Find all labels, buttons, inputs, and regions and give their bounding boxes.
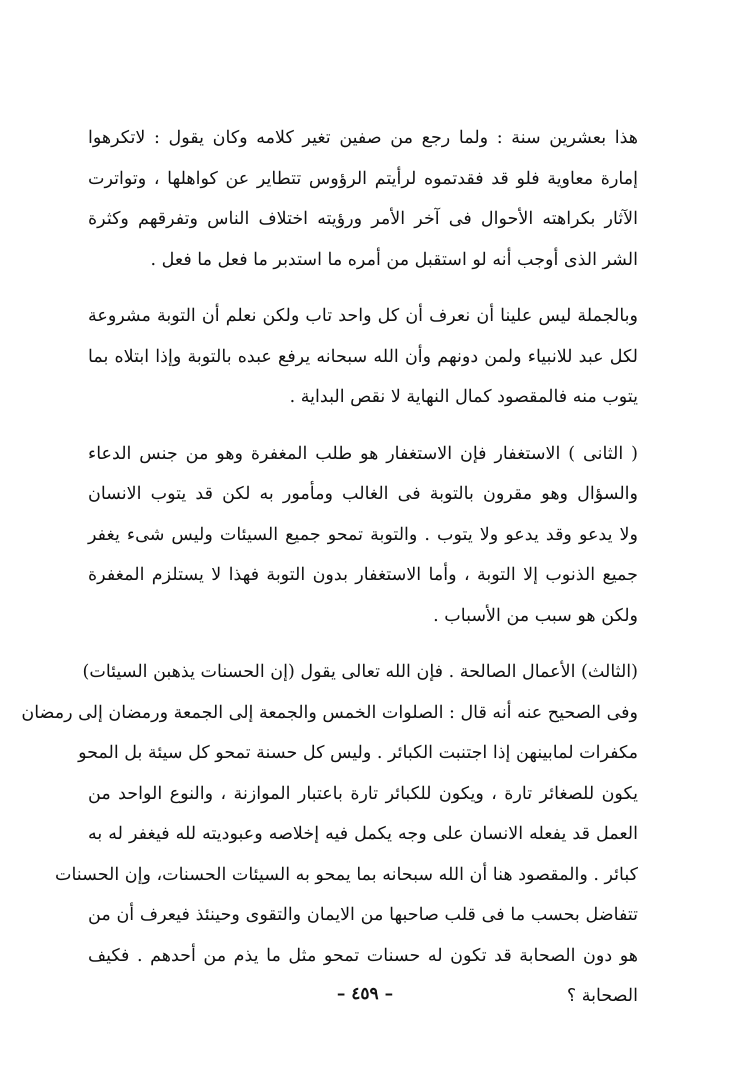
text-line: (الثالث) الأعمال الصالحة . فإن الله تعالى يقول (إن الحسنات يذهبن السيئات) <box>82 662 638 682</box>
text-line: جميع الذنوب إلا التوبة ، وأما الاستغفار بدون التوبة فهذا لا يستلزم المغفرة <box>88 565 638 585</box>
text-line: يكون للصغائر تارة ، ويكون للكبائر تارة باعتبار الموازنة ، والنوع الواحد من <box>88 783 638 804</box>
text-line: الصحابة ؟ <box>566 986 638 1006</box>
text-line: هذا بعشرين سنة : ولما رجع من صفين تغير كلامه وكان يقول : لاتكرهوا <box>88 128 638 148</box>
text-line: الآثار بكراهته الأحوال فى آخر الأمر ورؤيته اختلاف الناس وتفرقهم وكثرة <box>88 209 638 229</box>
text-line: والسؤال وهو مقرون بالتوبة فى الغالب ومأمور به لكن قد يتوب الانسان <box>88 484 638 504</box>
text-line: وبالجملة ليس علينا أن نعرف أن كل واحد تاب ولكن نعلم أن التوبة مشروعة <box>88 306 638 326</box>
paragraph-4 <box>21 652 638 1017</box>
text-line: ( الثانى ) الاستغفار فإن الاستغفار هو طلب المغفرة وهو من جنس الدعاء <box>88 443 638 464</box>
paragraph-3 <box>88 434 638 637</box>
text-line: لكل عبد للانبياء ولمن دونهم وأن الله سبحانه يرفع عبده بالتوبة وإذا ابتلاه بما <box>88 346 638 367</box>
text-line: مكفرات لمابينهن إذا اجتنبت الكبائر . وليس كل حسنة تمحو كل سيئة بل المحو <box>78 743 638 763</box>
text-line: كبائر . والمقصود هنا أن الله سبحانه بما يمحو به السيئات الحسنات، وإن الحسنات <box>55 864 638 885</box>
text-line: هو دون الصحابة قد تكون له حسنات تمحو مثل ما يذم من أحدهم . فكيف <box>88 945 638 966</box>
book-page <box>21 118 638 1043</box>
paragraph-2 <box>88 296 638 418</box>
page-number: – ٤٥٩ – <box>336 984 394 1004</box>
text-line: يتوب منه فالمقصود كمال النهاية لا نقص البداية . <box>289 387 638 407</box>
paragraph-1 <box>88 118 638 280</box>
text-line: تتفاضل بحسب ما فى قلب صاحبها من الايمان والتقوى وحينئذ فيعرف أن من <box>88 905 638 925</box>
text-line: ولا يدعو وقد يدعو ولا يتوب . والتوبة تمحو جميع السيئات وليس شىء يغفر <box>88 524 638 545</box>
text-line: إمارة معاوية فلو قد فقدتموه لرأيتم الرؤوس تتطاير عن كواهلها ، وتواترت <box>88 168 638 189</box>
text-line: ولكن هو سبب من الأسباب . <box>433 605 638 626</box>
text-line: الشر الذى أوجب أنه لو استقبل من أمره ما استدبر ما فعل ما فعل . <box>150 249 638 270</box>
text-line: العمل قد يفعله الانسان على وجه يكمل فيه إخلاصه وعبوديته لله فيغفر له به <box>88 824 638 844</box>
text-line: وفى الصحيح عنه أنه قال : الصلوات الخمس والجمعة إلى الجمعة ورمضان إلى رمضان <box>21 702 638 723</box>
